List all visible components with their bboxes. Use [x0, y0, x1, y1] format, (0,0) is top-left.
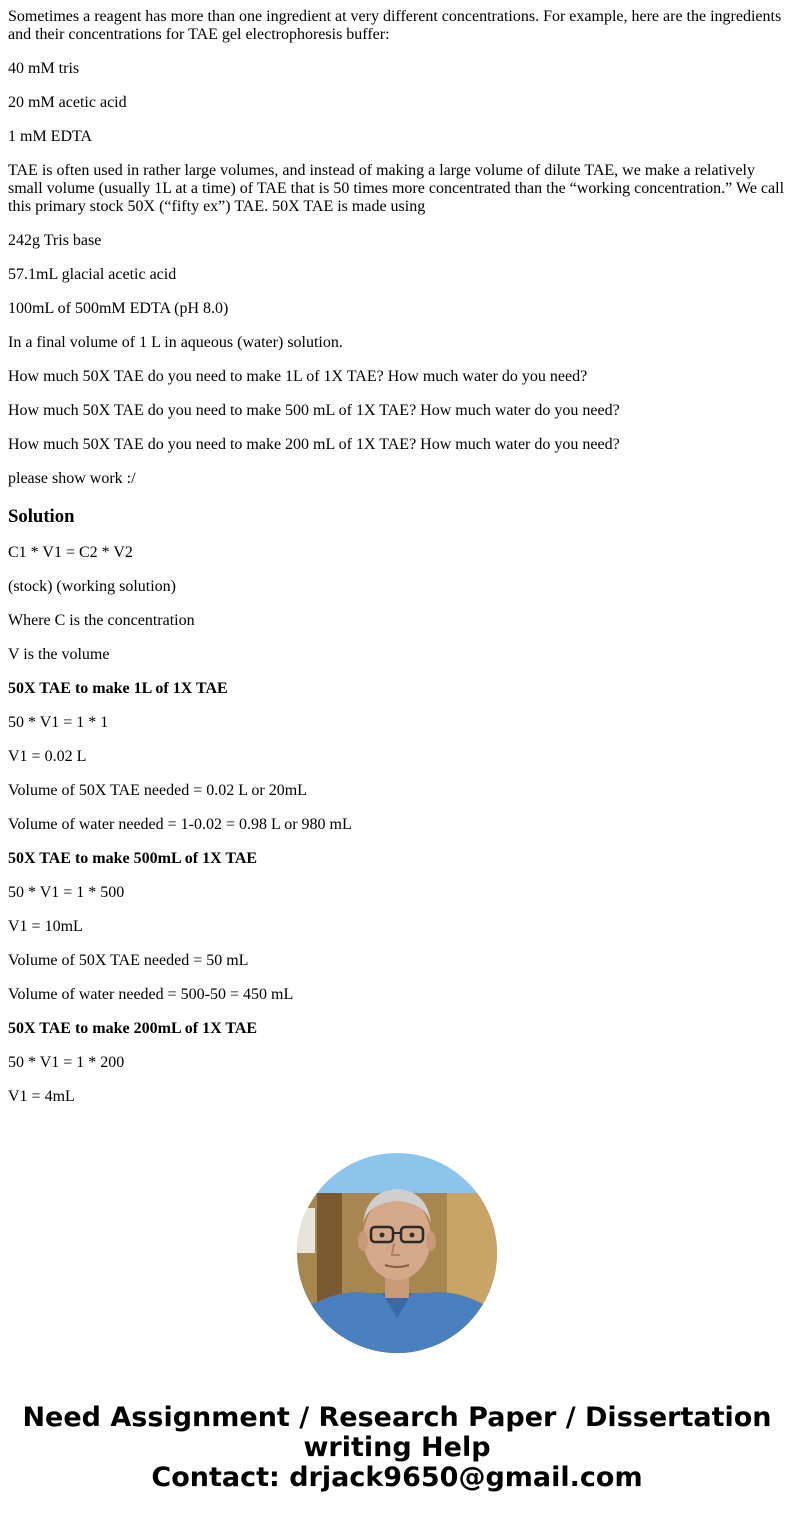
part3-result: V1 = 4mL: [8, 1088, 75, 1105]
contact-banner: [0, 1403, 794, 1493]
part2-tae-volume: Volume of 50X TAE needed = 50 mL: [8, 952, 249, 969]
avatar-right-eye: [410, 1233, 415, 1238]
where-v: V is the volume: [8, 646, 110, 663]
ingredient-tris: 40 mM tris: [8, 60, 80, 77]
final-volume-text: In a final volume of 1 L in aqueous (water) solution.: [8, 334, 343, 351]
avatar-left-eye: [380, 1233, 385, 1238]
avatar-left-ear: [358, 1231, 368, 1251]
part2-equation: 50 * V1 = 1 * 500: [8, 884, 125, 901]
question-2: How much 50X TAE do you need to make 500 mL of 1X TAE? How much water do you need?: [8, 402, 620, 419]
part2-heading: 50X TAE to make 500mL of 1X TAE: [8, 850, 258, 867]
ingredient-acetic-acid: 20 mM acetic acid: [8, 94, 127, 111]
part2-water-volume: Volume of water needed = 500-50 = 450 mL: [8, 986, 294, 1003]
formula: C1 * V1 = C2 * V2: [8, 544, 133, 561]
stock-ingredient-acetic: 57.1mL glacial acetic acid: [8, 266, 177, 283]
stock-description: TAE is often used in rather large volumes, and instead of making a large volume of dilute TAE, we make a relatively small volume (usually 1L at a time) of TAE that is 50 times more concentrated than the “working concentration.” We call this primary stock 50X (“fifty ex”) TAE. 50X TAE is made using: [8, 162, 785, 215]
part1-result: V1 = 0.02 L: [8, 748, 87, 765]
where-c: Where C is the concentration: [8, 612, 195, 629]
part1-tae-volume: Volume of 50X TAE needed = 0.02 L or 20mL: [8, 782, 307, 799]
avatar-switchboard: [297, 1208, 315, 1253]
avatar-right-ear: [426, 1231, 436, 1251]
banner-line-2: writing Help: [303, 1432, 491, 1463]
show-work-request: please show work :/: [8, 470, 136, 487]
part1-heading: 50X TAE to make 1L of 1X TAE: [8, 680, 228, 697]
avatar-portrait: [297, 1153, 497, 1353]
stock-ingredient-edta: 100mL of 500mM EDTA (pH 8.0): [8, 300, 229, 317]
question-intro: Sometimes a reagent has more than one ingredient at very different concentrations. For example, here are the ingredients and their concentrations for TAE gel electrophoresis buffer:: [8, 8, 782, 43]
solution-heading: Solution: [8, 506, 75, 527]
ingredient-edta: 1 mM EDTA: [8, 128, 93, 145]
part3-heading: 50X TAE to make 200mL of 1X TAE: [8, 1020, 258, 1037]
part1-equation: 50 * V1 = 1 * 1: [8, 714, 109, 731]
formula-labels: (stock) (working solution): [8, 578, 176, 595]
part2-result: V1 = 10mL: [8, 918, 83, 935]
banner-line-3: Contact: drjack9650@gmail.com: [151, 1462, 643, 1493]
part1-water-volume: Volume of water needed = 1-0.02 = 0.98 L or 980 mL: [8, 816, 352, 833]
part3-equation: 50 * V1 = 1 * 200: [8, 1054, 125, 1071]
question-3: How much 50X TAE do you need to make 200 mL of 1X TAE? How much water do you need?: [8, 436, 620, 453]
banner-line-1: Need Assignment / Research Paper / Dissertation: [22, 1402, 772, 1433]
avatar: [297, 1153, 497, 1353]
stock-ingredient-tris: 242g Tris base: [8, 232, 102, 249]
question-1: How much 50X TAE do you need to make 1L of 1X TAE? How much water do you need?: [8, 368, 588, 385]
